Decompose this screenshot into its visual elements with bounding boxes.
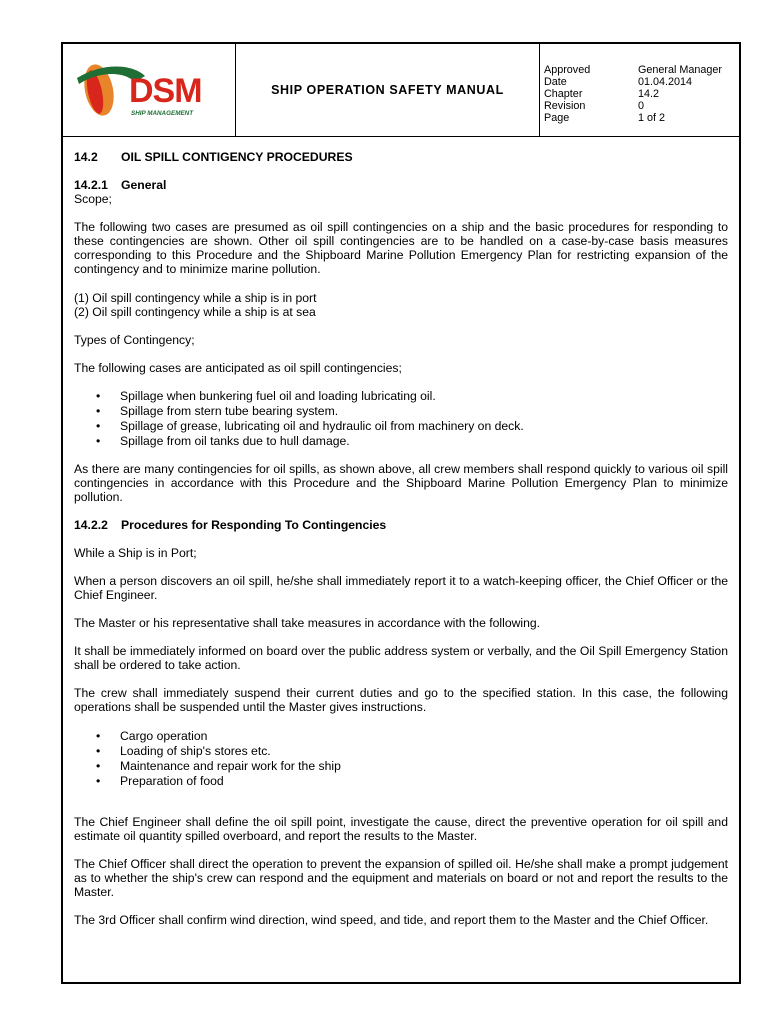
list-item: • Loading of ship's stores etc. bbox=[74, 744, 728, 758]
paragraph: The 3rd Officer shall confirm wind direction, wind speed, and tide, and report them to the Master and the Chief Officer. bbox=[74, 913, 709, 927]
meta-value: 0 bbox=[638, 100, 645, 112]
logo-text: DSM bbox=[129, 72, 202, 110]
section-title: OIL SPILL CONTIGENCY PROCEDURES bbox=[121, 150, 353, 164]
meta-row-date bbox=[544, 76, 737, 88]
procedures-number: 14.2.2 bbox=[74, 518, 108, 532]
general-closing: As there are many contingencies for oil spills, as shown above, all crew members shall respond quickly to various oil spill contingencies in accordance with this Procedure and the Shipboard Marine Pollution Emergency Plan to minimize pollution. bbox=[74, 462, 728, 504]
meta-key: Page bbox=[544, 112, 570, 124]
meta-row-page bbox=[544, 112, 737, 124]
procedures-heading bbox=[74, 518, 728, 532]
logo-subtext: SHIP MANAGEMENT bbox=[131, 110, 194, 117]
document-meta bbox=[540, 44, 737, 136]
section-number: 14.2 bbox=[74, 150, 98, 164]
section-heading bbox=[74, 150, 728, 164]
list-item: • Preparation of food bbox=[74, 774, 728, 788]
paragraph: When a person discovers an oil spill, he/she shall immediately report it to a watch-keeping officer, the Chief Officer or the Chief Engineer. bbox=[74, 574, 728, 602]
meta-value: 14.2 bbox=[638, 88, 660, 100]
general-title: General bbox=[121, 178, 167, 192]
meta-row-revision bbox=[544, 100, 737, 112]
types-label: Types of Contingency; bbox=[74, 333, 195, 347]
paragraph: The Chief Officer shall direct the operation to prevent the expansion of spilled oil. He/she shall make a prompt judgement as to whether the ship's crew can respond and the equipment and materials on board or not and report the results to the Master. bbox=[74, 857, 728, 899]
procedures-title: Procedures for Responding To Contingencies bbox=[121, 518, 387, 532]
document-header bbox=[63, 44, 739, 137]
general-number: 14.2.1 bbox=[74, 178, 108, 192]
logo-cell bbox=[63, 44, 236, 136]
paragraph: The Master or his representative shall take measures in accordance with the following. bbox=[74, 616, 541, 630]
manual-title-cell bbox=[236, 44, 540, 136]
meta-key: Date bbox=[544, 76, 567, 88]
list-item: • Spillage from oil tanks due to hull damage. bbox=[74, 434, 728, 448]
meta-key: Approved bbox=[544, 64, 591, 76]
general-intro: The following two cases are presumed as oil spill contingencies on a ship and the basic procedures for responding to these contingencies are shown. Other oil spill contingencies are to be handled on a case-by-case basis measures corresponding to this Procedure and the Shipboard Marine Pollution Emergency Plan for restricting expansion of the contingency and to minimize marine pollution. bbox=[74, 220, 728, 276]
list-item: • Spillage of grease, lubricating oil and hydraulic oil from machinery on deck. bbox=[74, 419, 728, 433]
case-item: (2) Oil spill contingency while a ship is at sea bbox=[74, 305, 316, 319]
document-page bbox=[61, 42, 741, 984]
dsm-logo bbox=[73, 56, 223, 126]
meta-key: Revision bbox=[544, 100, 586, 112]
meta-value: 01.04.2014 bbox=[638, 76, 693, 88]
spillage-list bbox=[74, 389, 728, 448]
list-item: • Spillage when bunkering fuel oil and loading lubricating oil. bbox=[74, 389, 728, 403]
paragraph: It shall be immediately informed on board over the public address system or verbally, and the Oil Spill Emergency Station shall be ordered to take action. bbox=[74, 644, 728, 672]
list-item: • Spillage from stern tube bearing system. bbox=[74, 404, 728, 418]
paragraph: The crew shall immediately suspend their current duties and go to the specified station. In this case, the following operations shall be suspended until the Master gives instructions. bbox=[74, 686, 728, 714]
general-heading bbox=[74, 178, 728, 192]
suspended-operations-list bbox=[74, 729, 728, 788]
meta-value: 1 of 2 bbox=[638, 112, 666, 124]
scope-label: Scope; bbox=[74, 192, 112, 206]
list-item: • Maintenance and repair work for the ship bbox=[74, 759, 728, 773]
meta-row-chapter bbox=[544, 88, 737, 100]
meta-key: Chapter bbox=[544, 88, 583, 100]
list-item: • Cargo operation bbox=[74, 729, 728, 743]
anticipated-text: The following cases are anticipated as oil spill contingencies; bbox=[74, 361, 402, 375]
manual-title: SHIP OPERATION SAFETY MANUAL bbox=[271, 83, 504, 97]
case-item: (1) Oil spill contingency while a ship is in port bbox=[74, 291, 317, 305]
meta-value: General Manager bbox=[638, 64, 723, 76]
in-port-label: While a Ship is in Port; bbox=[74, 546, 197, 560]
paragraph: The Chief Engineer shall define the oil spill point, investigate the cause, direct the preventive operation for oil spill and estimate oil quantity spilled overboard, and report the results to the Master. bbox=[74, 815, 728, 843]
meta-row-approved bbox=[544, 64, 737, 76]
